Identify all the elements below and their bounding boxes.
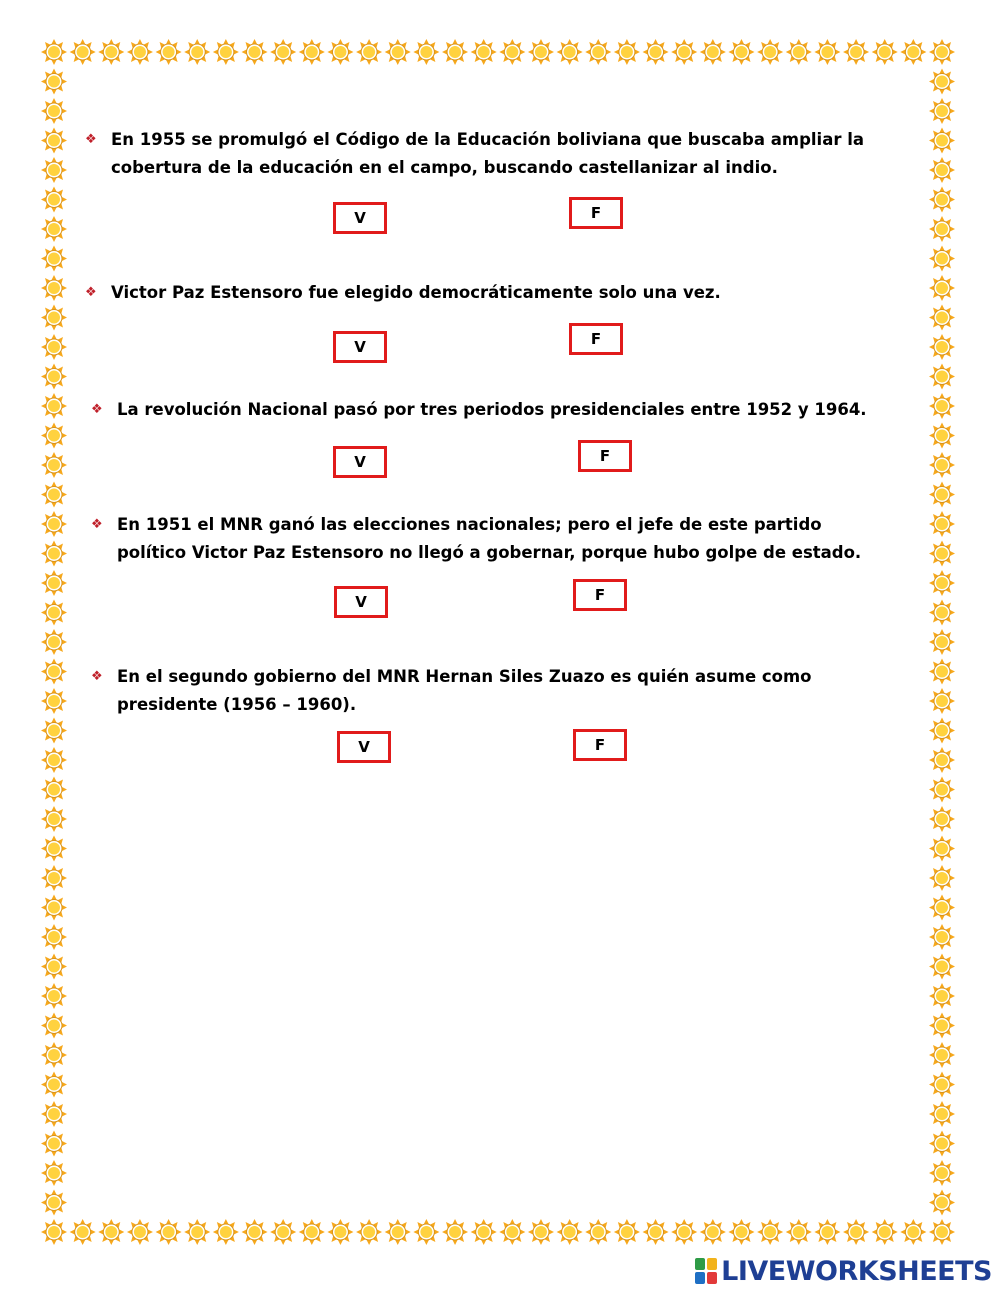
sun-icon xyxy=(929,836,955,862)
sun-icon xyxy=(814,39,840,65)
sun-icon xyxy=(41,482,67,508)
sun-icon xyxy=(929,1219,955,1245)
sun-icon xyxy=(270,39,296,65)
sun-icon xyxy=(929,69,955,95)
sun-icon xyxy=(557,39,583,65)
sun-icon xyxy=(41,128,67,154)
diamond-bullet-icon: ❖ xyxy=(91,402,103,417)
sun-icon xyxy=(41,924,67,950)
sun-icon xyxy=(585,1219,611,1245)
sun-icon xyxy=(929,423,955,449)
sun-icon xyxy=(41,1219,67,1245)
sun-icon xyxy=(929,865,955,891)
liveworksheets-logo xyxy=(695,1254,992,1288)
sun-icon xyxy=(156,39,182,65)
sun-icon xyxy=(872,1219,898,1245)
sun-icon xyxy=(41,1131,67,1157)
sun-icon xyxy=(929,482,955,508)
sun-icon xyxy=(41,246,67,272)
sun-icon xyxy=(671,39,697,65)
sun-icon xyxy=(41,39,67,65)
liveworksheets-logo-icon xyxy=(695,1258,717,1284)
answer-true-box-2[interactable]: V xyxy=(333,331,387,363)
sun-icon xyxy=(643,1219,669,1245)
question-4 xyxy=(91,511,862,567)
sun-icon xyxy=(270,1219,296,1245)
sun-icon xyxy=(156,1219,182,1245)
sun-icon xyxy=(843,39,869,65)
answer-false-box-1[interactable]: F xyxy=(569,197,623,229)
sun-icon xyxy=(929,452,955,478)
diamond-bullet-icon: ❖ xyxy=(85,132,97,147)
sun-icon xyxy=(929,659,955,685)
question-text-line: En 1951 el MNR ganó las elecciones nacionales; pero el jefe de este partido xyxy=(117,515,822,534)
sun-icon xyxy=(127,39,153,65)
sun-icon xyxy=(929,806,955,832)
sun-icon xyxy=(41,511,67,537)
sun-icon xyxy=(929,629,955,655)
sun-icon xyxy=(41,69,67,95)
sun-icon xyxy=(929,688,955,714)
sun-icon xyxy=(385,1219,411,1245)
sun-icon xyxy=(585,39,611,65)
sun-icon xyxy=(700,1219,726,1245)
liveworksheets-brand-text: LIVEWORKSHEETS xyxy=(721,1255,992,1287)
answer-false-box-5[interactable]: F xyxy=(573,729,627,761)
sun-icon xyxy=(929,600,955,626)
sun-icon xyxy=(213,39,239,65)
sun-icon xyxy=(41,1013,67,1039)
sun-icon xyxy=(671,1219,697,1245)
sun-icon xyxy=(929,511,955,537)
sun-icon xyxy=(929,983,955,1009)
sun-icon xyxy=(442,1219,468,1245)
sun-icon xyxy=(41,364,67,390)
sun-icon xyxy=(356,1219,382,1245)
sun-icon xyxy=(929,1072,955,1098)
sun-icon xyxy=(728,39,754,65)
sun-icon xyxy=(929,334,955,360)
sun-icon xyxy=(41,334,67,360)
sun-icon xyxy=(557,1219,583,1245)
sun-icon xyxy=(327,39,353,65)
sun-icon xyxy=(41,954,67,980)
sun-icon xyxy=(242,39,268,65)
sun-icon xyxy=(41,836,67,862)
sun-icon xyxy=(41,1160,67,1186)
sun-icon xyxy=(184,39,210,65)
question-text-line: Victor Paz Estensoro fue elegido democráticamente solo una vez. xyxy=(111,283,721,302)
sun-icon xyxy=(614,1219,640,1245)
sun-icon xyxy=(757,39,783,65)
sun-icon xyxy=(929,747,955,773)
sun-icon xyxy=(929,39,955,65)
diamond-bullet-icon: ❖ xyxy=(85,285,97,300)
sun-icon xyxy=(413,39,439,65)
sun-icon xyxy=(356,39,382,65)
sun-icon xyxy=(929,570,955,596)
sun-icon xyxy=(929,924,955,950)
sun-icon xyxy=(70,39,96,65)
sun-icon xyxy=(41,1042,67,1068)
sun-icon xyxy=(929,1160,955,1186)
answer-true-box-4[interactable]: V xyxy=(334,586,388,618)
sun-icon xyxy=(41,423,67,449)
question-text-line: En 1955 se promulgó el Código de la Educación boliviana que buscaba ampliar la xyxy=(111,130,864,149)
sun-icon xyxy=(728,1219,754,1245)
question-text-line: La revolución Nacional pasó por tres periodos presidenciales entre 1952 y 1964. xyxy=(117,400,867,419)
sun-icon xyxy=(499,1219,525,1245)
sun-icon xyxy=(700,39,726,65)
sun-icon xyxy=(528,39,554,65)
sun-icon xyxy=(814,1219,840,1245)
sun-icon xyxy=(614,39,640,65)
sun-icon xyxy=(98,1219,124,1245)
sun-icon xyxy=(929,1131,955,1157)
question-2 xyxy=(85,279,721,307)
sun-icon xyxy=(41,688,67,714)
sun-icon xyxy=(41,806,67,832)
sun-icon xyxy=(757,1219,783,1245)
sun-icon xyxy=(41,659,67,685)
sun-icon xyxy=(41,895,67,921)
sun-icon xyxy=(929,98,955,124)
sun-icon xyxy=(41,452,67,478)
sun-icon xyxy=(41,275,67,301)
sun-icon xyxy=(41,570,67,596)
sun-icon xyxy=(98,39,124,65)
sun-icon xyxy=(41,1072,67,1098)
sun-icon xyxy=(41,393,67,419)
answer-false-box-4[interactable]: F xyxy=(573,579,627,611)
sun-icon xyxy=(184,1219,210,1245)
sun-icon xyxy=(213,1219,239,1245)
sun-icon xyxy=(929,187,955,213)
sun-icon xyxy=(929,364,955,390)
sun-icon xyxy=(929,246,955,272)
sun-icon xyxy=(929,718,955,744)
sun-icon xyxy=(929,275,955,301)
sun-icon xyxy=(929,393,955,419)
question-3 xyxy=(91,396,867,424)
sun-icon xyxy=(929,895,955,921)
sun-icon xyxy=(442,39,468,65)
diamond-bullet-icon: ❖ xyxy=(91,517,103,532)
sun-icon xyxy=(41,1190,67,1216)
sun-icon xyxy=(843,1219,869,1245)
sun-icon xyxy=(41,1101,67,1127)
sun-icon xyxy=(70,1219,96,1245)
sun-icon xyxy=(41,157,67,183)
question-text-line: En el segundo gobierno del MNR Hernan Siles Zuazo es quién asume como xyxy=(117,667,812,686)
sun-icon xyxy=(41,747,67,773)
sun-icon xyxy=(929,305,955,331)
sun-icon xyxy=(929,1013,955,1039)
sun-icon xyxy=(385,39,411,65)
sun-icon xyxy=(299,39,325,65)
answer-true-box-5[interactable]: V xyxy=(337,731,391,763)
question-text-line: presidente (1956 – 1960). xyxy=(117,695,357,714)
sun-icon xyxy=(872,39,898,65)
sun-icon xyxy=(41,777,67,803)
sun-icon xyxy=(786,1219,812,1245)
sun-icon xyxy=(929,128,955,154)
sun-icon xyxy=(41,541,67,567)
sun-icon xyxy=(900,1219,926,1245)
sun-icon xyxy=(41,98,67,124)
sun-icon xyxy=(127,1219,153,1245)
sun-icon xyxy=(499,39,525,65)
sun-icon xyxy=(786,39,812,65)
sun-icon xyxy=(299,1219,325,1245)
answer-true-box-3[interactable]: V xyxy=(333,446,387,478)
sun-icon xyxy=(41,983,67,1009)
sun-icon xyxy=(929,954,955,980)
sun-icon xyxy=(929,1101,955,1127)
question-5 xyxy=(91,663,812,719)
sun-icon xyxy=(41,305,67,331)
sun-icon xyxy=(471,39,497,65)
diamond-bullet-icon: ❖ xyxy=(91,669,103,684)
sun-icon xyxy=(41,600,67,626)
sun-icon xyxy=(929,216,955,242)
sun-icon xyxy=(242,1219,268,1245)
sun-icon xyxy=(41,629,67,655)
sun-icon xyxy=(929,157,955,183)
sun-icon xyxy=(528,1219,554,1245)
sun-icon xyxy=(929,777,955,803)
question-text-line: político Victor Paz Estensoro no llegó a gobernar, porque hubo golpe de estado. xyxy=(117,543,862,562)
sun-icon xyxy=(41,865,67,891)
sun-icon xyxy=(41,187,67,213)
sun-icon xyxy=(900,39,926,65)
sun-icon xyxy=(929,1042,955,1068)
sun-icon xyxy=(41,216,67,242)
sun-icon xyxy=(413,1219,439,1245)
answer-false-box-2[interactable]: F xyxy=(569,323,623,355)
sun-icon xyxy=(643,39,669,65)
sun-icon xyxy=(929,1190,955,1216)
sun-icon xyxy=(471,1219,497,1245)
answer-true-box-1[interactable]: V xyxy=(333,202,387,234)
question-text-line: cobertura de la educación en el campo, buscando castellanizar al indio. xyxy=(111,158,778,177)
sun-icon xyxy=(929,541,955,567)
question-1 xyxy=(85,126,864,182)
sun-icon xyxy=(327,1219,353,1245)
answer-false-box-3[interactable]: F xyxy=(578,440,632,472)
sun-icon xyxy=(41,718,67,744)
